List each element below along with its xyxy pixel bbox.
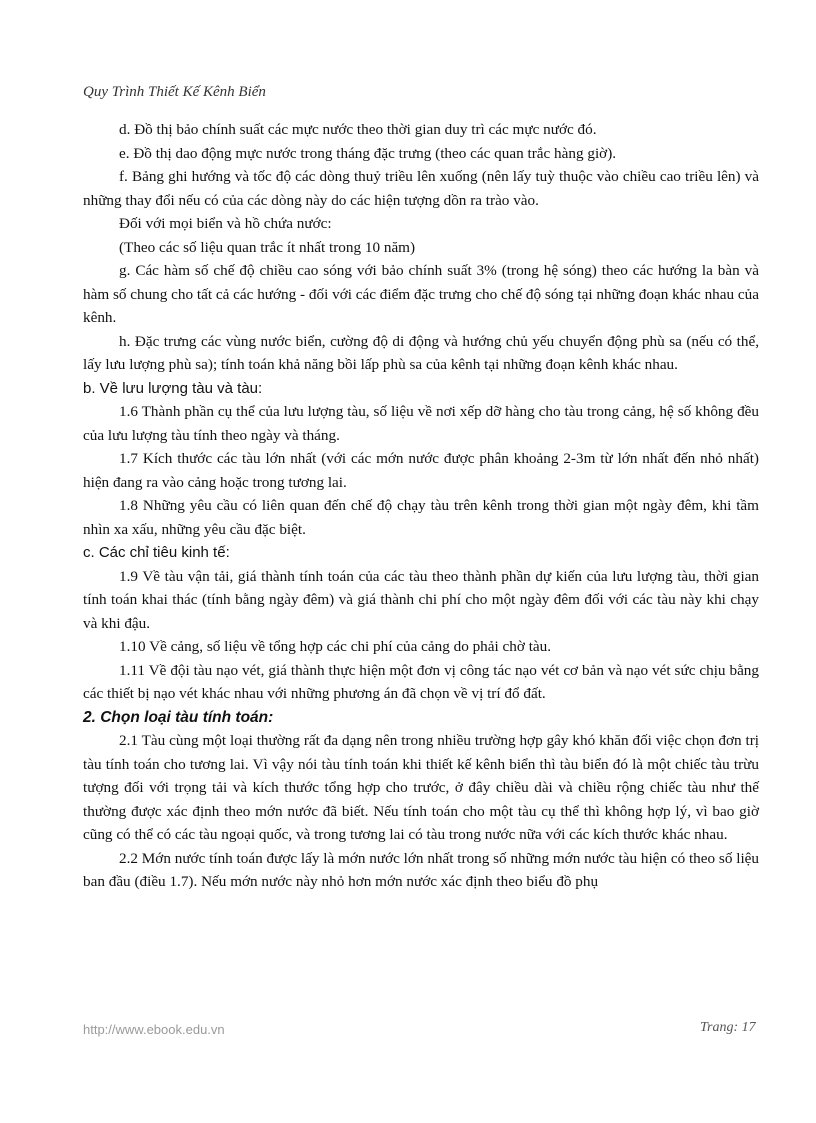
footer-page-number: Trang: 17 bbox=[700, 1020, 756, 1035]
paragraph-1-9: 1.9 Về tàu vận tải, giá thành tính toán của các tàu theo thành phần dự kiến của lưu lượng tàu, thời gian tính toán khai thác (tính bằng ngày đêm) và giá thành chi phí cho một ngày đêm đối với các tàu này khi chạy và khi đậu. bbox=[83, 567, 759, 632]
document-body bbox=[83, 118, 759, 894]
document-header-title: Quy Trình Thiết Kế Kênh Biển bbox=[83, 84, 266, 100]
subheading-b: b. Về lưu lượng tàu và tàu: bbox=[83, 379, 263, 397]
paragraph-d: d. Đồ thị bảo chính suất các mực nước theo thời gian duy trì các mực nước đó. bbox=[119, 121, 597, 138]
paragraph-1-11: 1.11 Về đội tàu nạo vét, giá thành thực hiện một đơn vị công tác nạo vét cơ bản và nạo vét sức chịu bằng các thiết bị nạo vét khác nhau với những phương án đã chọn về vị trí đổ đất. bbox=[83, 661, 759, 702]
paragraph-f: f. Bảng ghi hướng và tốc độ các dòng thuỷ triều lên xuống (nên lấy tuỳ thuộc vào chiều cao triều lên) và những thay đổi nếu có của các dòng này do các hiện tượng dồn ra trào vào. bbox=[83, 168, 759, 209]
paragraph-2-1: 2.1 Tàu cùng một loại thường rất đa dạng nên trong nhiều trường hợp gây khó khăn đối việc chọn đơn trị tàu tính toán cho tương lai. Vì vậy nói tàu tính toán khi thiết kế kênh biển thì tàu biển đó là một chiếc tàu trừu tượng đối với trọng tải và kích thước tổng hợp cho trước, ở đây chiều dài và chiều rộng chiếc tàu như thế thường được xác định theo mớn nước đã biết. Nếu tính toán cho một tàu cụ thể thì không hợp lý, vì bao giờ cũng có thể có các tàu ngoại quốc, và trong tương lai có tàu trong nước nữa với các kích thước khác nhau. bbox=[83, 732, 759, 843]
paragraph-seas-note: (Theo các số liệu quan trắc ít nhất trong 10 năm) bbox=[119, 238, 416, 256]
footer-url-link[interactable]: http://www.ebook.edu.vn bbox=[83, 1022, 225, 1037]
paragraph-h: h. Đặc trưng các vùng nước biển, cường độ di động và hướng chủ yếu chuyển động phù sa (nếu có thể, lấy lưu lượng phù sa); tính toán khả năng bồi lấp phù sa của kênh tại những đoạn kênh khác nhau. bbox=[83, 332, 759, 373]
paragraph-1-6: 1.6 Thành phần cụ thể của lưu lượng tàu, số liệu về nơi xếp dỡ hàng cho tàu trong cảng, hệ số không đều của lưu lượng tàu tính theo ngày và tháng. bbox=[83, 403, 759, 444]
paragraph-2-2: 2.2 Mớn nước tính toán được lấy là mớn nước lớn nhất trong số những mớn nước tàu hiện có theo số liệu ban đầu (điều 1.7). Nếu mớn nước này nhỏ hơn mớn nước xác định theo biểu đồ phụ bbox=[83, 849, 759, 890]
section-2-heading: 2. Chọn loại tàu tính toán: bbox=[83, 708, 274, 726]
paragraph-1-7: 1.7 Kích thước các tàu lớn nhất (với các mớn nước được phân khoảng 2-3m từ lớn nhất đến nhỏ nhất) hiện đang ra vào cảng hoặc trong tương lai. bbox=[83, 450, 759, 491]
paragraph-e: e. Đồ thị dao động mực nước trong tháng đặc trưng (theo các quan trắc hàng giờ). bbox=[119, 144, 617, 162]
paragraph-1-10: 1.10 Về cảng, số liệu về tổng hợp các chi phí của cảng do phải chờ tàu. bbox=[119, 638, 552, 655]
paragraph-seas-heading: Đối với mọi biển và hồ chứa nước: bbox=[119, 215, 332, 232]
subheading-c: c. Các chỉ tiêu kinh tế: bbox=[83, 544, 230, 561]
paragraph-g: g. Các hàm số chế độ chiều cao sóng với bảo chính suất 3% (trong hệ sóng) theo các hướng la bàn và hàm số chung cho tất cả các hướng - đối với các điểm đặc trưng cho chế độ sóng tại những đoạn khác nhau của kênh. bbox=[83, 262, 759, 326]
paragraph-1-8: 1.8 Những yêu cầu có liên quan đến chế độ chạy tàu trên kênh trong thời gian một ngày đêm, khi tầm nhìn xa xấu, những yêu cầu đặc biệt. bbox=[83, 497, 759, 538]
